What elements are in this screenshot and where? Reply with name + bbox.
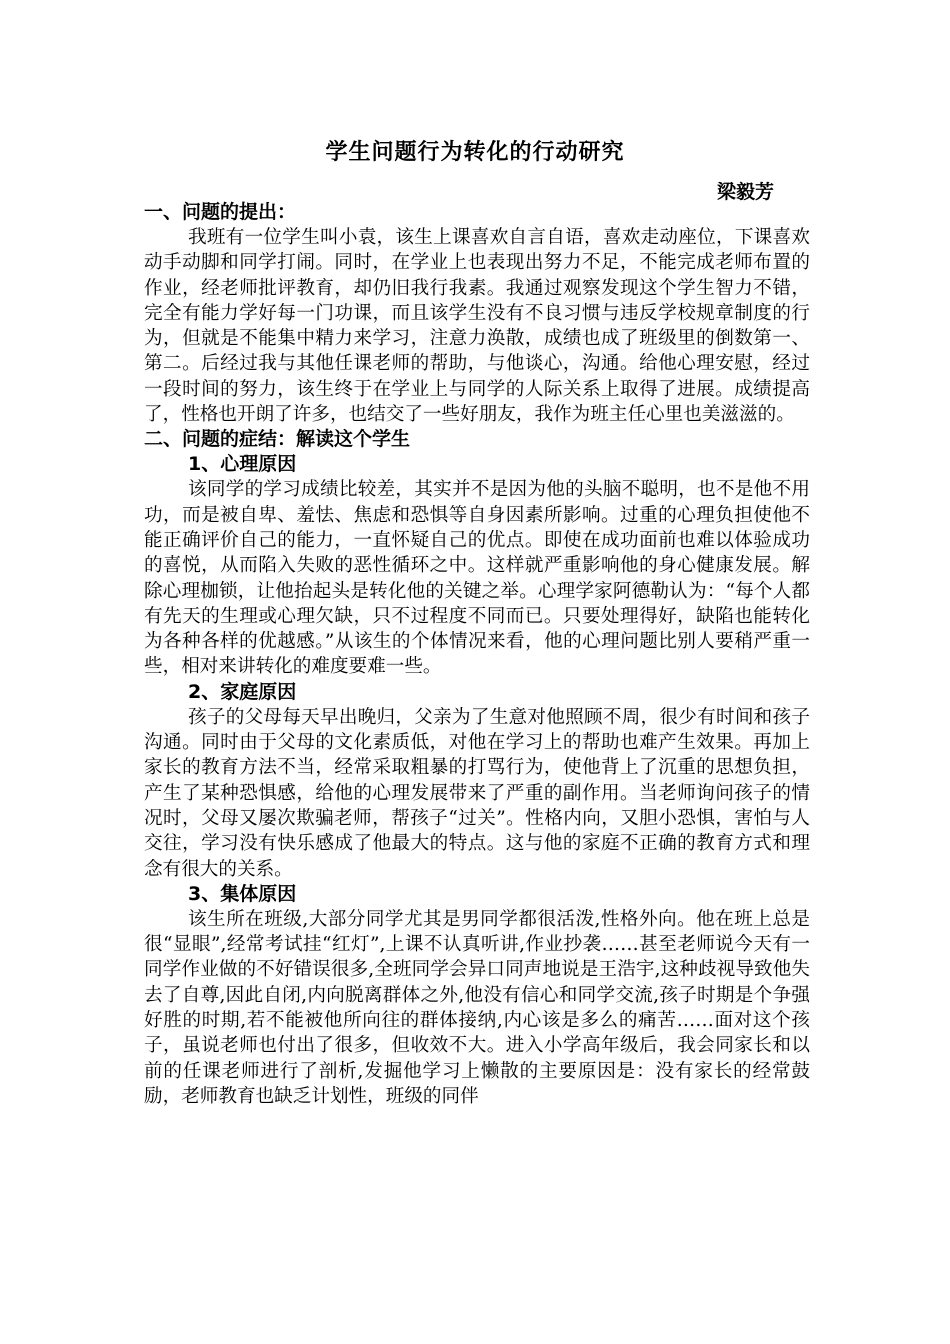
subsection-heading-family: 2、家庭原因 bbox=[188, 680, 297, 703]
subsection-heading-collective: 3、集体原因 bbox=[188, 882, 297, 905]
subsection-paragraph-psychological: 该同学的学习成绩比较差，其实并不是因为他的头脑不聪明，也不是他不用功，而是被自卑、羞怯、焦虑和恐惧等自身因素所影响。过重的心理负担使他不能正确评价自己的能力，一直怀疑自己的优点。即使在成功面前也难以体验成功的喜悦，从而陷入失败的恶性循环之中。这样就严重影响他的身心健康发展。解除心理枷锁，让他抬起头是转化他的关键之举。心理学家阿德勒认为：“每个人都有先天的生理或心理欠缺，只不过程度不同而已。只要处理得好，缺陷也能转化为各种各样的优越感。”从该生的个体情况来看，他的心理问题比别人要稍严重一些，相对来讲转化的难度要难一些。 bbox=[144, 479, 810, 678]
subsection-paragraph-family: 孩子的父母每天早出晚归，父亲为了生意对他照顾不周，很少有时间和孩子沟通。同时由于父母的文化素质低，对他在学习上的帮助也难产生效果。再加上家长的教育方法不当，经常采取粗暴的打骂行为，使他背上了沉重的思想负担，产生了某种恐惧感，给他的心理发展带来了严重的副作用。当老师询问孩子的情况时，父母又屡次欺骗老师，帮孩子“过关”。性格内向，又胆小恐惧，害怕与人交往，学习没有快乐感成了他最大的特点。这与他的家庭不正确的教育方式和理念有很大的关系。 bbox=[144, 706, 810, 880]
document-title: 学生问题行为转化的行动研究 bbox=[325, 140, 625, 165]
section-heading-2: 二、问题的症结：解读这个学生 bbox=[144, 428, 411, 451]
author-name: 梁毅芳 bbox=[716, 181, 774, 203]
subsection-paragraph-collective: 该生所在班级,大部分同学尤其是男同学都很活泼,性格外向。他在班上总是很“显眼”,经常考试挂“红灯”,上课不认真听讲,作业抄袭……甚至老师说今天有一同学作业做的不好错误很多,全班同学会异口同声地说是王浩宇,这种歧视导致他失去了自尊,因此自闭,内向脱离群体之外,他没有信心和同学交流,孩子时期是个争强好胜的时期,若不能被他所向往的群体接纳,内心该是多么的痛苦……面对这个孩子，虽说老师也付出了很多，但收效不大。进入小学高年级后，我会同家长和以前的任课老师进行了剖析,发掘他学习上懒散的主要原因是：没有家长的经常鼓励，老师教育也缺乏计划性，班级的同伴 bbox=[144, 908, 810, 1107]
section-heading-1: 一、问题的提出： bbox=[144, 201, 297, 223]
document-body bbox=[144, 200, 810, 1109]
subsection-heading-psychological: 1、心理原因 bbox=[188, 453, 297, 476]
section-paragraph-1: 我班有一位学生叫小袁，该生上课喜欢自言自语，喜欢走动座位，下课喜欢动手动脚和同学打闹。同时，在学业上也表现出努力不足，不能完成老师布置的作业，经老师批评教育，却仍旧我行我素。我通过观察发现这个学生智力不错，完全有能力学好每一门功课，而且该学生没有不良习惯与违反学校规章制度的行为，但就是不能集中精力来学习，注意力涣散，成绩也成了班级里的倒数第一、第二。后经过我与其他任课老师的帮助，与他谈心，沟通。给他心理安慰，经过一段时间的努力，该生终于在学业上与同学的人际关系上取得了进展。成绩提高了，性格也开朗了许多，也结交了一些好朋友，我作为班主任心里也美滋滋的。 bbox=[144, 227, 810, 426]
